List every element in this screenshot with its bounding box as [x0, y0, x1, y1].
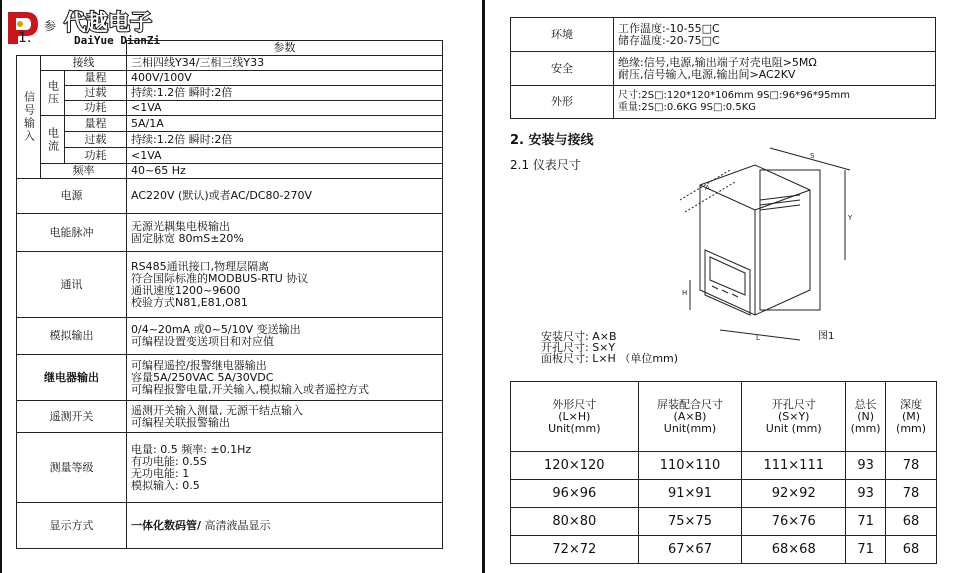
supply-value: AC220V (默认)或者AC/DC80-270V — [127, 179, 443, 214]
wiring-label: 接线 — [41, 56, 127, 71]
voltage-overload-label: 过载 — [65, 86, 127, 101]
svg-text:S: S — [810, 152, 815, 160]
display-value-bold: 一体化数码管/ — [131, 518, 202, 532]
voltage-power-value: <1VA — [127, 101, 443, 116]
table-cell: 110×110 — [638, 452, 742, 480]
table-row — [511, 452, 937, 480]
header-main: 总长 — [854, 397, 877, 411]
table-cell: 68 — [886, 508, 937, 536]
header-length — [846, 382, 886, 452]
dimensions-table — [510, 381, 937, 564]
current-power-label: 功耗 — [65, 148, 127, 164]
table-row — [17, 318, 443, 355]
di-label: 遥测开关 — [17, 401, 127, 433]
table-cell: 93 — [846, 480, 886, 508]
pulse-value: 无源光耦集电极输出 固定脉宽 80mS±20% — [127, 214, 443, 252]
table-row — [511, 536, 937, 564]
header-cutout — [742, 382, 846, 452]
table-cell: 91×91 — [638, 480, 742, 508]
dimension-legend: 安装尺寸: A×B 开孔尺寸: S×Y 面板尺寸: L×H （单位mm) — [541, 330, 679, 365]
env-table — [510, 17, 936, 119]
table-row — [17, 214, 443, 252]
safety-label: 安全 — [511, 52, 614, 86]
table-cell: 80×80 — [511, 508, 639, 536]
table-cell: 68 — [886, 536, 937, 564]
table-row — [17, 179, 443, 214]
svg-text:A: A — [705, 184, 710, 192]
freq-label: 频率 — [41, 164, 127, 179]
table-cell: 71 — [846, 536, 886, 564]
env-label: 环境 — [511, 18, 614, 52]
header-sub: (N) — [857, 409, 874, 423]
header-unit: Unit(mm) — [548, 421, 601, 435]
analog-label: 模拟输出 — [17, 318, 127, 355]
svg-text:H: H — [682, 289, 688, 297]
current-power-value: <1VA — [127, 148, 443, 164]
current-range-value: 5A/1A — [127, 116, 443, 132]
table-row — [511, 52, 936, 86]
table-row — [17, 101, 443, 116]
header-sub: (S×Y) — [777, 409, 810, 423]
accuracy-value: 电量: 0.5 频率: ±0.1Hz 有功电能: 0.5S 无功电能: 1 模拟输入: 0.5 — [127, 433, 443, 503]
freq-value: 40~65 Hz — [127, 164, 443, 179]
table-row — [17, 503, 443, 549]
table-header-row — [511, 382, 937, 452]
current-overload-value: 持续:1.2倍 瞬时:2倍 — [127, 132, 443, 148]
svg-text:Y: Y — [848, 214, 853, 222]
header-unit: Unit(mm) — [663, 421, 717, 435]
table-row — [17, 56, 443, 71]
header-depth — [886, 382, 937, 452]
table-row — [511, 18, 936, 52]
logo-chinese: 代越电子 — [64, 11, 153, 36]
page-divider — [482, 0, 485, 573]
table-row — [17, 86, 443, 101]
table-row — [17, 355, 443, 401]
header-sub: (A×B) — [673, 409, 707, 423]
voltage-range-value: 400V/100V — [127, 71, 443, 86]
voltage-power-label: 功耗 — [65, 101, 127, 116]
signal-input-label: 信号输入 — [17, 56, 41, 179]
table-row — [17, 252, 443, 318]
svg-text:L: L — [756, 334, 760, 342]
voltage-range-label: 量程 — [65, 71, 127, 86]
table-cell: 78 — [886, 480, 937, 508]
table-row — [17, 164, 443, 179]
header-main: 深度 — [900, 397, 923, 411]
table-row — [17, 148, 443, 164]
spec-header-left: 参 — [44, 19, 57, 33]
header-unit: Unit (mm) — [765, 421, 822, 435]
table-cell: 68×68 — [742, 536, 846, 564]
current-overload-label: 过载 — [65, 132, 127, 148]
table-cell: 92×92 — [742, 480, 846, 508]
relay-label: 继电器输出 — [17, 355, 127, 401]
table-cell: 71 — [846, 508, 886, 536]
meter-dimension-drawing — [660, 140, 860, 355]
header-unit: (mm) — [896, 421, 927, 435]
subsection-title: 2.1 仪表尺寸 — [510, 158, 581, 172]
page-prefix: 1. — [18, 30, 32, 46]
table-cell: 93 — [846, 452, 886, 480]
env-value: 工作温度:-10-55□C 储存温度:-20-75□C — [614, 18, 936, 52]
current-label: 电流 — [41, 116, 65, 164]
accuracy-label: 测量等级 — [17, 433, 127, 503]
table-row — [17, 132, 443, 148]
shape-label: 外形 — [511, 86, 614, 119]
table-row — [17, 41, 443, 56]
pulse-label: 电能脉冲 — [17, 214, 127, 252]
wiring-value: 三相四线Y34/三相三线Y33 — [127, 56, 443, 71]
header-sub: (L×H) — [558, 409, 591, 423]
table-cell: 67×67 — [638, 536, 742, 564]
header-main: 外形尺寸 — [552, 397, 597, 411]
table-cell: 111×111 — [742, 452, 846, 480]
table-cell: 96×96 — [511, 480, 639, 508]
table-row — [511, 480, 937, 508]
table-row — [17, 401, 443, 433]
header-unit: (mm) — [850, 421, 881, 435]
shape-value: 尺寸:2S□:120*120*106mm 9S□:96*96*95mm 重量:2S□:0.6KG 9S□:0.5KG — [614, 86, 936, 119]
relay-value: 可编程遥控/报警继电器输出 容量5A/250VAC 5A/30VDC 可编程报警电量,开关输入,模拟输入或者遥控方式 — [127, 355, 443, 401]
display-value — [127, 503, 443, 549]
table-cell: 76×76 — [742, 508, 846, 536]
table-row — [17, 116, 443, 132]
param-header: 参数 — [127, 41, 443, 56]
comm-value: RS485通讯接口,物理层隔离 符合国际标准的MODBUS-RTU 协议 通讯速度1200~9600 校验方式N81,E81,O81 — [127, 252, 443, 318]
header-main: 屏装配合尺寸 — [656, 397, 723, 411]
table-cell: 120×120 — [511, 452, 639, 480]
current-range-label: 量程 — [65, 116, 127, 132]
spec-table — [16, 40, 443, 549]
figure-label: 图1 — [818, 331, 835, 342]
voltage-label: 电压 — [41, 71, 65, 116]
header-sub: (M) — [902, 409, 921, 423]
table-cell: 75×75 — [638, 508, 742, 536]
di-value: 遥测开关输入测量, 无源干结点输入 可编程关联报警输出 — [127, 401, 443, 433]
supply-label: 电源 — [17, 179, 127, 214]
comm-label: 通讯 — [17, 252, 127, 318]
table-row — [17, 71, 443, 86]
display-value-rest: 高清液晶显示 — [201, 518, 271, 532]
logo-english: DaiYue DianZi — [74, 34, 161, 46]
header-mounting — [638, 382, 742, 452]
table-cell: 72×72 — [511, 536, 639, 564]
table-cell: 78 — [886, 452, 937, 480]
left-page-edge — [0, 0, 2, 573]
table-row — [511, 508, 937, 536]
analog-value: 0/4~20mA 或0~5/10V 变送输出 可编程设置变送项目和对应值 — [127, 318, 443, 355]
section-title: 2. 安装与接线 — [510, 133, 594, 148]
header-main: 开孔尺寸 — [771, 397, 816, 411]
safety-value: 绝缘:信号,电源,输出端子对壳电阻>5MΩ 耐压,信号输入,电源,输出间>AC2KV — [614, 52, 936, 86]
voltage-overload-value: 持续:1.2倍 瞬时:2倍 — [127, 86, 443, 101]
table-row — [511, 86, 936, 119]
display-label: 显示方式 — [17, 503, 127, 549]
header-outline — [511, 382, 639, 452]
table-row — [17, 433, 443, 503]
